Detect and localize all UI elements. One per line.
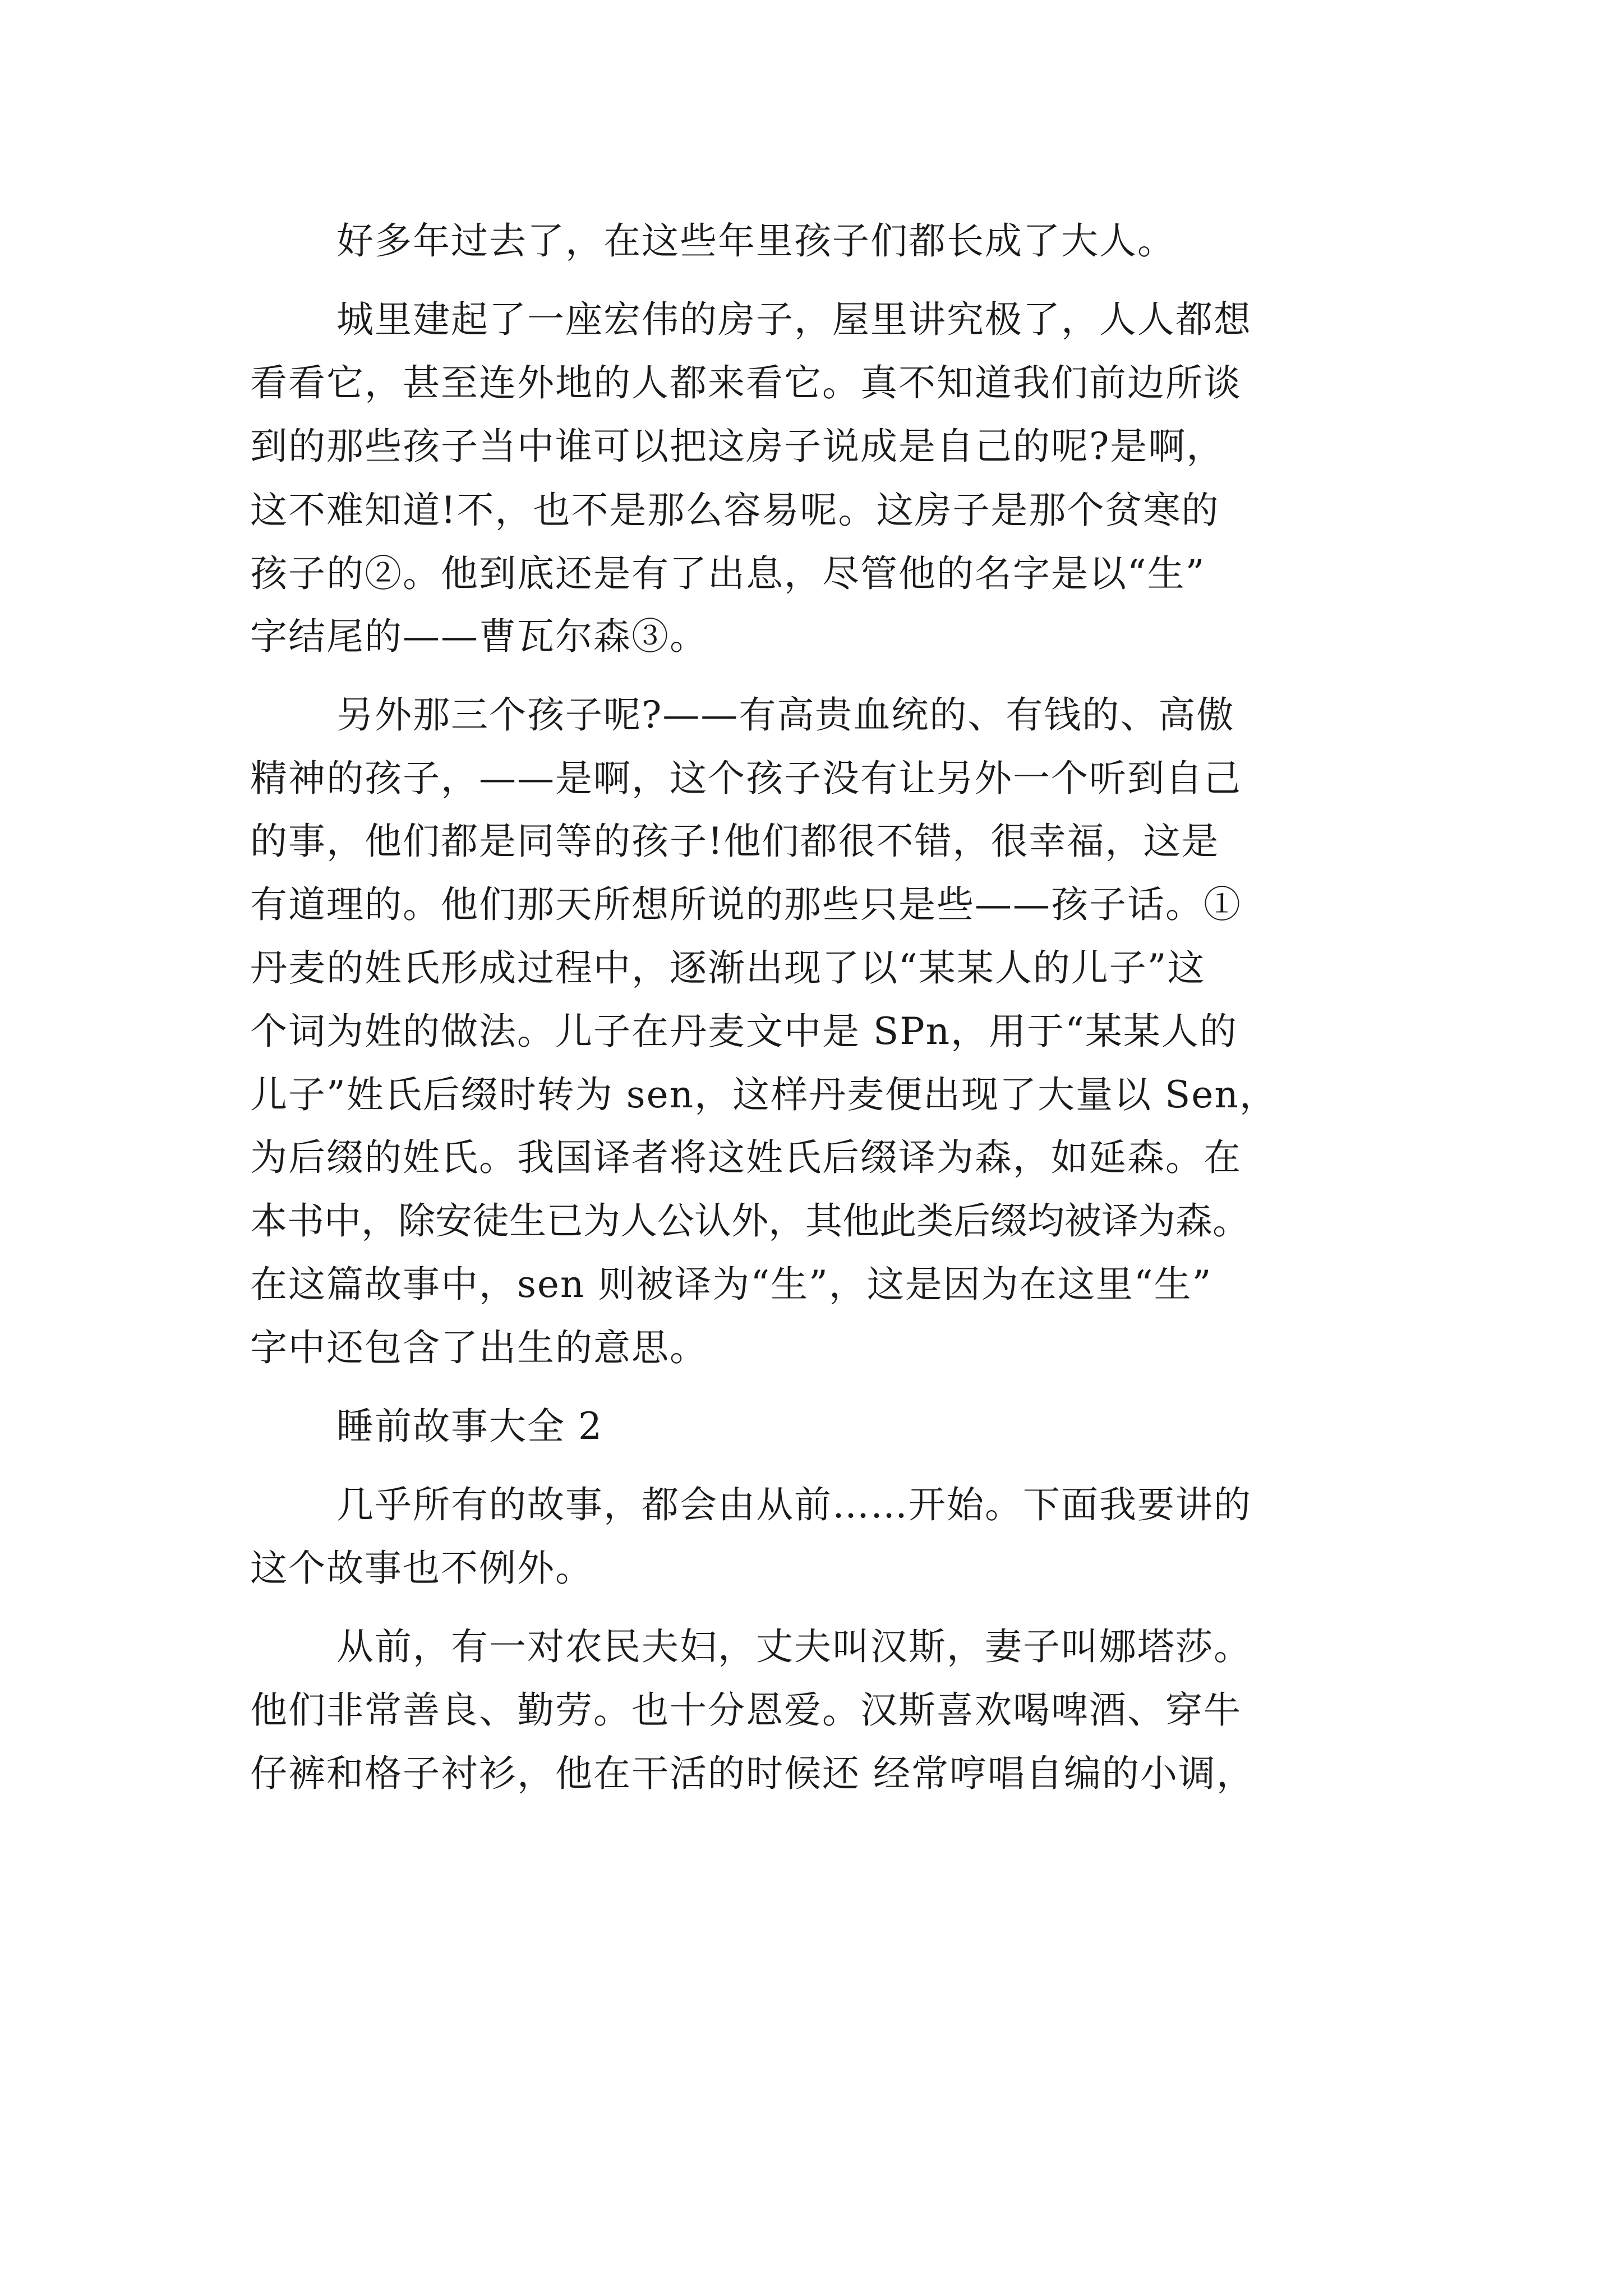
text-line: 为后缀的姓氏。我国译者将这姓氏后缀译为森，如延森。在 — [250, 1136, 1242, 1179]
text-line: 这个故事也不例外。 — [250, 1547, 593, 1590]
text-line: 从前，有一对农民夫妇，丈夫叫汉斯，妻子叫娜塔莎。 — [336, 1625, 1252, 1668]
section-heading: 睡前故事大全 2 — [336, 1405, 603, 1448]
text-line: 看看它，甚至连外地的人都来看它。真不知道我们前边所谈 — [250, 361, 1242, 404]
text-line: 丹麦的姓氏形成过程中，逐渐出现了以“某某人的儿子”这 — [250, 946, 1206, 990]
text-line: 精神的孩子，——是啊，这个孩子没有让另外一个听到自己 — [250, 757, 1242, 800]
text-line: 他们非常善良、勤劳。也十分恩爱。汉斯喜欢喝啤酒、穿牛 — [250, 1688, 1242, 1732]
text-line: 另外那三个孩子呢?——有高贵血统的、有钱的、高傲 — [336, 693, 1235, 737]
text-line: 到的那些孩子当中谁可以把这房子说成是自己的呢?是啊， — [250, 425, 1225, 468]
text-line: 字中还包含了出生的意思。 — [250, 1326, 708, 1369]
text-line: 几乎所有的故事，都会由从前……开始。下面我要讲的 — [336, 1483, 1252, 1526]
text-line: 个词为姓的做法。儿子在丹麦文中是 SPn，用于“某某人的 — [250, 1010, 1238, 1053]
text-line: 的事，他们都是同等的孩子!他们都很不错，很幸福，这是 — [250, 820, 1220, 863]
text-line: 好多年过去了，在这些年里孩子们都长成了大人。 — [336, 219, 1175, 263]
text-line: 有道理的。他们那天所想所说的那些只是些——孩子话。① — [250, 883, 1242, 926]
text-line: 本书中，除安徒生已为人公认外，其他此类后缀均被译为森。 — [250, 1199, 1249, 1243]
text-line: 城里建起了一座宏伟的房子，屋里讲究极了，人人都想 — [336, 298, 1252, 341]
text-line: 仔裤和格子衬衫，他在干活的时候还 经常哼唱自编的小调， — [250, 1752, 1255, 1795]
text-line: 字结尾的——曹瓦尔森③。 — [250, 615, 708, 658]
text-line: 在这篇故事中，sen 则被译为“生”，这是因为在这里“生” — [250, 1263, 1212, 1306]
text-line: 儿子”姓氏后缀时转为 sen，这样丹麦便出现了大量以 Sen， — [250, 1073, 1278, 1116]
text-line: 孩子的②。他到底还是有了出息，尽管他的名字是以“生” — [250, 552, 1206, 595]
text-line: 这不难知道!不，也不是那么容易呢。这房子是那个贫寒的 — [250, 489, 1220, 532]
